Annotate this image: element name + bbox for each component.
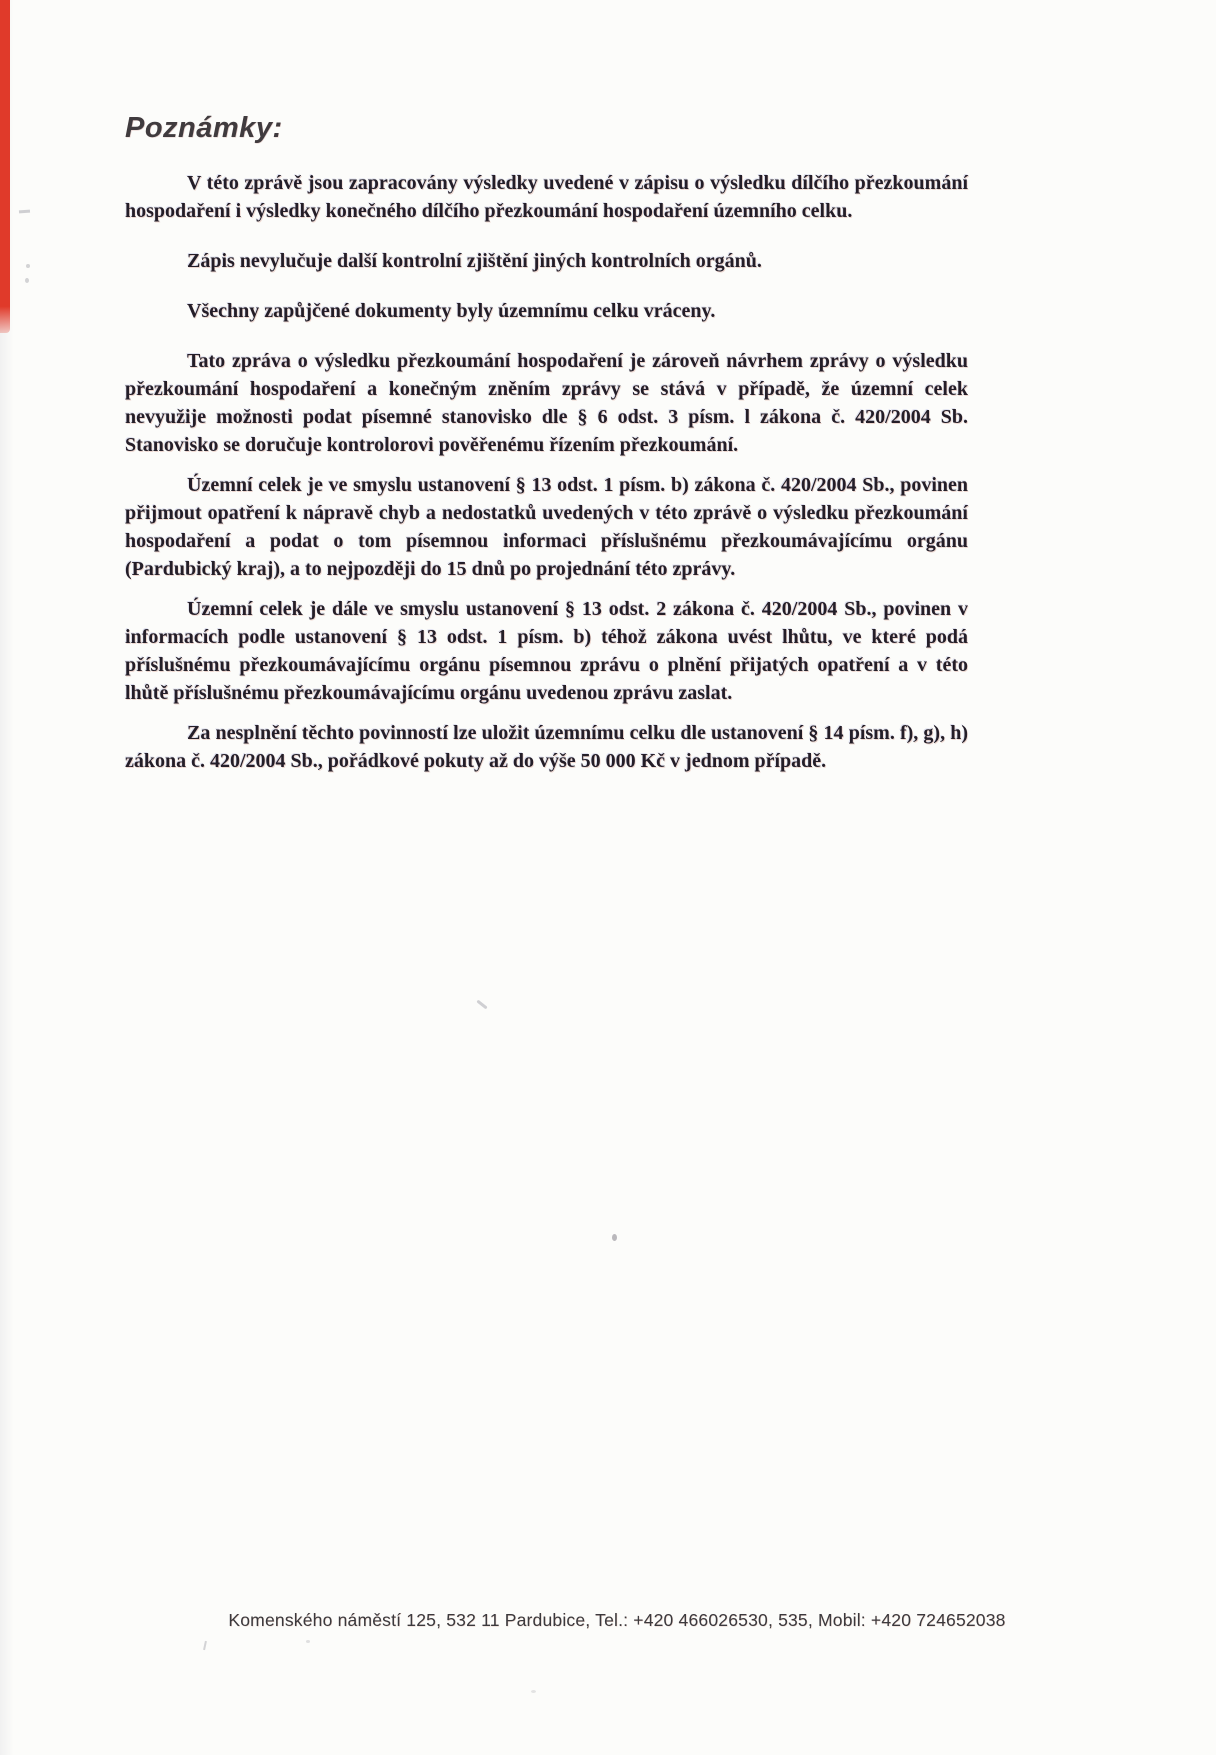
- paragraph-obligation-remedy: Územní celek je ve smyslu ustanovení § 13 odst. 1 písm. b) zákona č. 420/2004 Sb., povinen přijmout opatření k nápravě chyb a nedostatků uvedených v této zprávě o výsledku přezkoumání hospodaření a podat o tom písemnou informaci příslušnému přezkoumávajícímu orgánu (Pardubický kraj), a to nejpozději do 15 dnů po projednání této zprávy.: [125, 474, 968, 580]
- scan-speck: [25, 278, 29, 283]
- paragraph-other-findings: Zápis nevylučuje další kontrolní zjištění jiných kontrolních orgánů.: [187, 250, 762, 272]
- scan-speck: [612, 1234, 617, 1241]
- scan-speck: [19, 210, 30, 214]
- document-content: [125, 112, 968, 787]
- scan-artifact-red-strip: [0, 0, 10, 333]
- scan-speck: [26, 264, 30, 268]
- paragraph-penalties: Za nesplnění těchto povinností lze uložit územnímu celku dle ustanovení § 14 písm. f), g), h) zákona č. 420/2004 Sb., pořádkové pokuty až do výše 50 000 Kč v jednom případě.: [125, 722, 968, 772]
- scan-speck: [306, 1640, 310, 1643]
- notes-heading: Poznámky:: [125, 112, 283, 144]
- paragraph-report-results: V této zprávě jsou zapracovány výsledky uvedené v zápisu o výsledku dílčího přezkoumání hospodaření i výsledky konečného dílčího přezkoumání hospodaření územního celku.: [125, 172, 968, 222]
- paragraph-draft-report: Tato zpráva o výsledku přezkoumání hospodaření je zároveň návrhem zprávy o výsledku přezkoumání hospodaření a konečným zněním zprávy se stává v případě, že územní celek nevyužije možnosti podat písemné stanovisko dle § 6 odst. 3 písm. l zákona č. 420/2004 Sb. Stanovisko se doručuje kontrolorovi pověřenému řízením přezkoumání.: [125, 350, 968, 456]
- paragraph-obligation-deadline: Územní celek je dále ve smyslu ustanovení § 13 odst. 2 zákona č. 420/2004 Sb., povinen v informacích podle ustanovení § 13 odst. 1 písm. b) téhož zákona uvést lhůtu, ve které podá příslušnému přezkoumávajícímu orgánu písemnou zprávu o plnění přijatých opatření a v této lhůtě příslušnému přezkoumávajícímu orgánu uvedenou zprávu zaslat.: [125, 598, 968, 704]
- scan-speck: [476, 1000, 487, 1010]
- scan-speck: [531, 1690, 536, 1693]
- scan-speck: [203, 1641, 207, 1650]
- paragraph-documents-returned: Všechny zapůjčené dokumenty byly územnímu celku vráceny.: [187, 300, 716, 322]
- footer-address: Komenského náměstí 125, 532 11 Pardubice, Tel.: +420 466026530, 535, Mobil: +420 724652038: [228, 1610, 1006, 1630]
